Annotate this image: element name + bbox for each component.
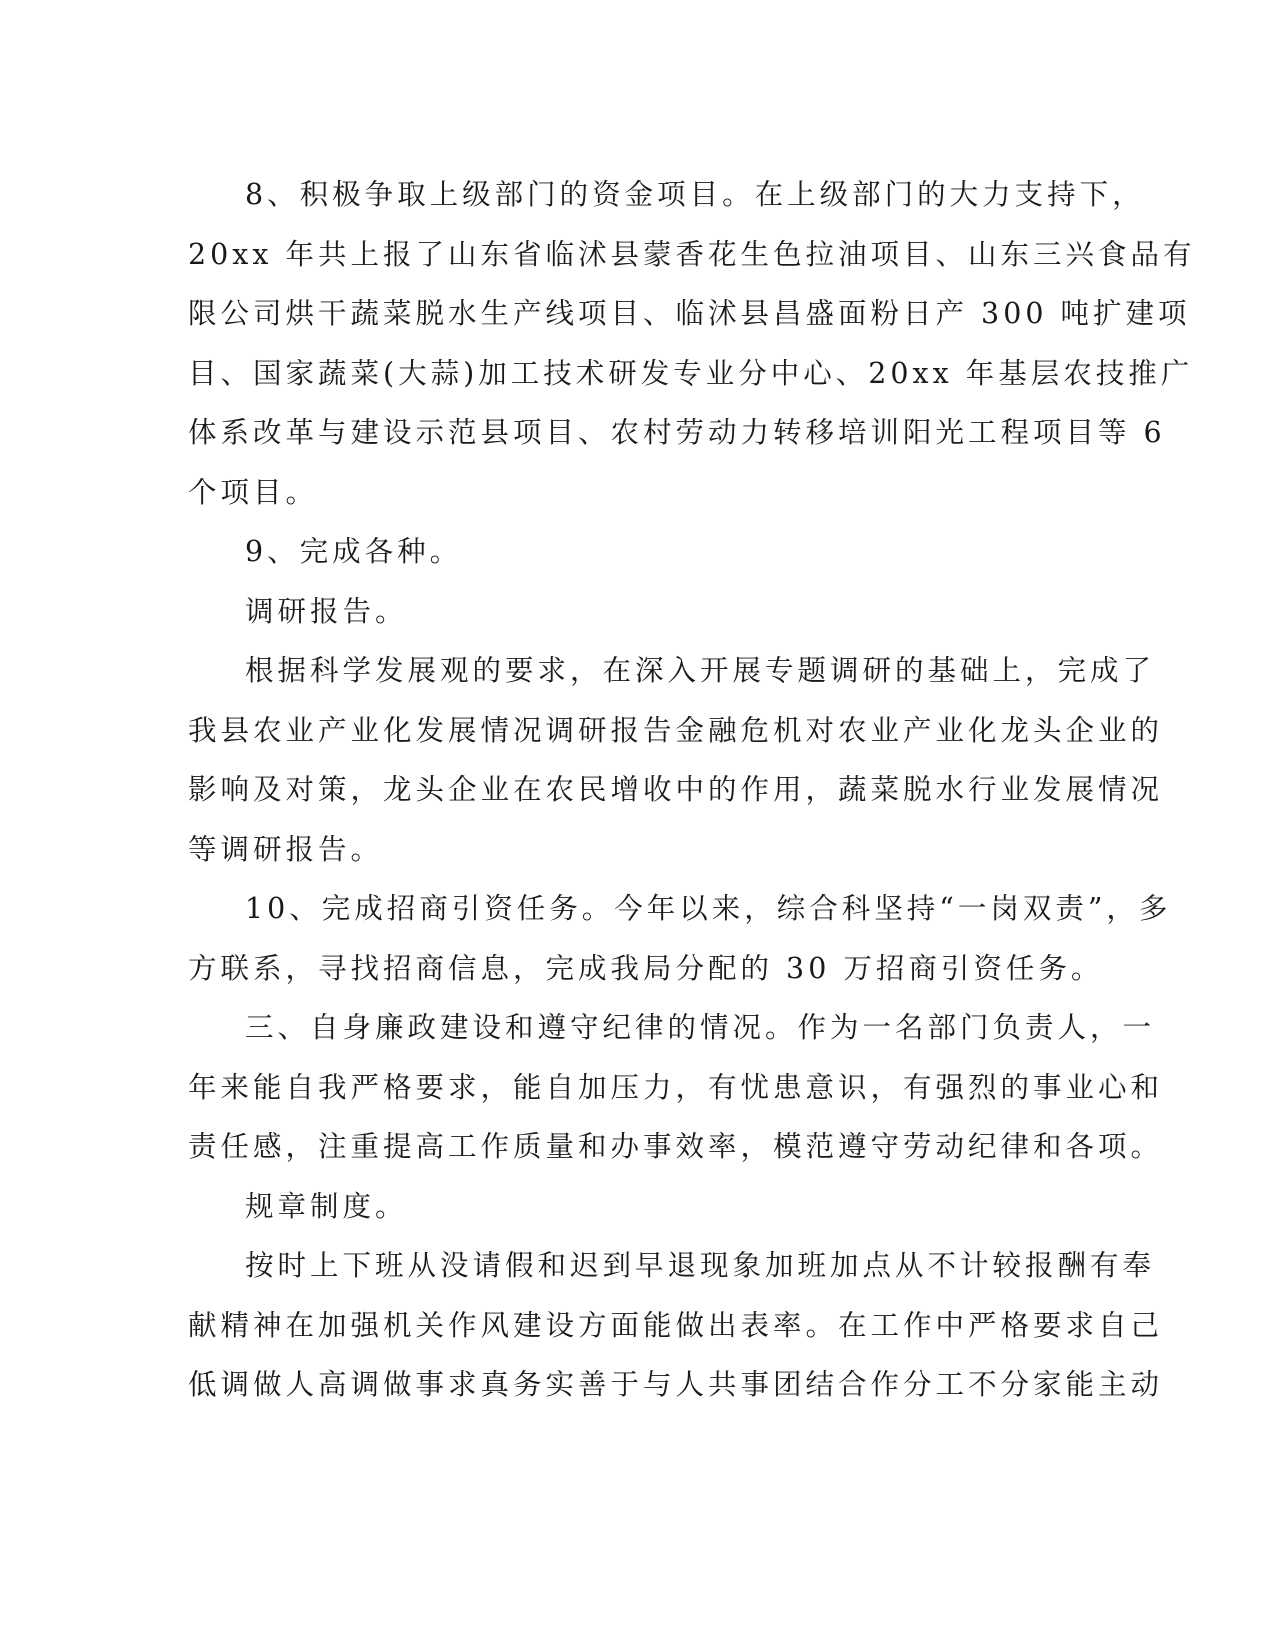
paragraph-item-9 (188, 522, 1088, 582)
text-line: 目、国家蔬菜(大蒜)加工技术研发专业分中心、20xx 年基层农技推广 (188, 356, 1194, 390)
text-line: 8、积极争取上级部门的资金项目。在上级部门的大力支持下， (245, 178, 1145, 211)
text-line: 个项目。 (188, 475, 319, 509)
text-line: 9、完成各种。 (245, 535, 463, 568)
paragraph-attendance (188, 1236, 1164, 1415)
text-line: 方联系，寻找招商信息，完成我局分配的 30 万招商引资任务。 (188, 951, 1104, 985)
text-line: 等调研报告。 (188, 832, 384, 866)
text-line: 影响及对策，龙头企业在农民增收中的作用，蔬菜脱水行业发展情况 (188, 773, 1164, 806)
text-line: 三、自身廉政建设和遵守纪律的情况。作为一名部门负责人，一 (245, 1011, 1156, 1044)
paragraph-research-detail (188, 641, 1164, 879)
text-line: 低调做人高调做事求真务实善于与人共事团结合作分工不分家能主动 (188, 1368, 1164, 1401)
document-body (188, 165, 1196, 1415)
text-line: 献精神在加强机关作风建设方面能做出表率。在工作中严格要求自己 (188, 1308, 1164, 1342)
text-line: 根据科学发展观的要求，在深入开展专题调研的基础上，完成了 (245, 654, 1156, 687)
text-line: 责任感，注重提高工作质量和办事效率，模范遵守劳动纪律和各项。 (188, 1130, 1164, 1163)
text-line: 20xx 年共上报了山东省临沭县蒙香花生色拉油项目、山东三兴食品有 (188, 237, 1196, 271)
text-line: 调研报告。 (245, 594, 408, 628)
text-line: 限公司烘干蔬菜脱水生产线项目、临沭县昌盛面粉日产 300 吨扩建项 (188, 297, 1191, 330)
text-line: 规章制度。 (245, 1189, 408, 1223)
paragraph-section-three (188, 998, 1164, 1177)
paragraph-rules (188, 1177, 1088, 1237)
text-line: 年来能自我严格要求，能自加压力，有忧患意识，有强烈的事业心和 (188, 1070, 1164, 1104)
paragraph-research-report (188, 582, 1088, 642)
text-line: 按时上下班从没请假和迟到早退现象加班加点从不计较报酬有奉 (245, 1249, 1156, 1282)
text-line: 我县农业产业化发展情况调研报告金融危机对农业产业化龙头企业的 (188, 713, 1164, 747)
text-line: 体系改革与建设示范县项目、农村劳动力转移培训阳光工程项目等 6 (188, 416, 1166, 449)
text-line: 10、完成招商引资任务。今年以来，综合科坚持“一岗双责”，多 (245, 892, 1172, 925)
paragraph-item-10 (188, 879, 1172, 998)
paragraph-item-8 (188, 165, 1196, 522)
